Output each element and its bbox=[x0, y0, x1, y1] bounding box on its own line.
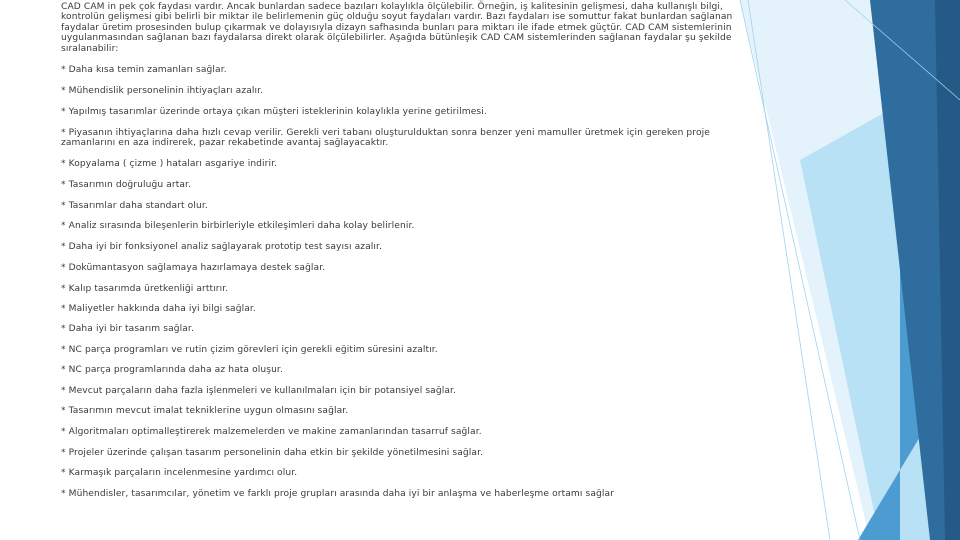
list-item: * Karmaşık parçaların incelenmesine yardımcı olur. bbox=[61, 468, 298, 478]
list-item: * Kopyalama ( çizme ) hataları asgariye indirir. bbox=[61, 159, 278, 169]
list-item: * Daha iyi bir tasarım sağlar. bbox=[61, 324, 194, 334]
content bbox=[61, 2, 741, 499]
intro-paragraph: CAD CAM in pek çok faydası vardır. Ancak bunlardan sadece bazıları kolaylıkla ölçülebilir. Örneğin, iş kalitesinin gelişmesi, daha kullanışlı bilgi, kontrolün gelişmesi gibi belirli bir miktar ile belirlemenin güç olduğu soyut faydaları vardır. Bazı faydaları ise somuttur fakat bunlardan sağlanan faydalar üretim prosesinden bulup çıkarmak ve dolayısıyla dizayn safhasında bunları para miktarı ile ifade etmek güçtür. CAD CAM sistemlerinin uygulanmasından sağlanan bazı faydalarsa direkt olarak ölçülebilirler. Aşağıda bütünleşik CAD CAM sistemlerinden sağlanan faydalar şu şekilde sıralanabilir: bbox=[61, 2, 733, 54]
list-item: * Tasarımın mevcut imalat tekniklerine uygun olmasını sağlar. bbox=[61, 406, 349, 416]
list-item: * Mühendisler, tasarımcılar, yönetim ve farklı proje grupları arasında daha iyi bir anlaşma ve haberleşme ortamı sağlar bbox=[61, 489, 615, 499]
list-item: * Algoritmaları optimalleştirerek malzemelerden ve makine zamanlarından tasarruf sağlar. bbox=[61, 427, 482, 437]
list-item: * Maliyetler hakkında daha iyi bilgi sağlar. bbox=[61, 304, 256, 314]
list-item: * Dokümantasyon sağlamaya hazırlamaya destek sağlar. bbox=[61, 263, 326, 273]
list-item: * Yapılmış tasarımlar üzerinde ortaya çıkan müşteri isteklerinin kolaylıkla yerine getirilmesi. bbox=[61, 107, 487, 117]
list-item: * Daha kısa temin zamanları sağlar. bbox=[61, 65, 227, 75]
list-item: * Piyasanın ihtiyaçlarına daha hızlı cevap verilir. Gerekli veri tabanı oluşturulduktan sonra benzer yeni mamuller üretmek için gereken proje zamanlarını en aza indirerek, pazar rekabetinde avantaj sağlayacaktır. bbox=[61, 128, 710, 149]
list-item: * Tasarımlar daha standart olur. bbox=[61, 201, 208, 211]
list-item: * Projeler üzerinde çalışan tasarım personelinin daha etkin bir şekilde yönetilmesini sağlar. bbox=[61, 448, 484, 458]
list-item: * Daha iyi bir fonksiyonel analiz sağlayarak prototip test sayısı azalır. bbox=[61, 242, 383, 252]
list-item: * Analiz sırasında bileşenlerin birbirleriyle etkileşimleri daha kolay belirlenir. bbox=[61, 221, 415, 231]
list-item: * Kalıp tasarımda üretkenliği arttırır. bbox=[61, 284, 229, 294]
list-item: * Mevcut parçaların daha fazla işlenmeleri ve kullanılmaları için bir potansiyel sağlar. bbox=[61, 386, 456, 396]
list-item: * NC parça programlarında daha az hata oluşur. bbox=[61, 365, 283, 375]
list-item: * Mühendislik personelinin ihtiyaçları azalır. bbox=[61, 86, 264, 96]
list-item: * Tasarımın doğruluğu artar. bbox=[61, 180, 192, 190]
list-item: * NC parça programları ve rutin çizim görevleri için gerekli eğitim süresini azaltır. bbox=[61, 345, 438, 355]
